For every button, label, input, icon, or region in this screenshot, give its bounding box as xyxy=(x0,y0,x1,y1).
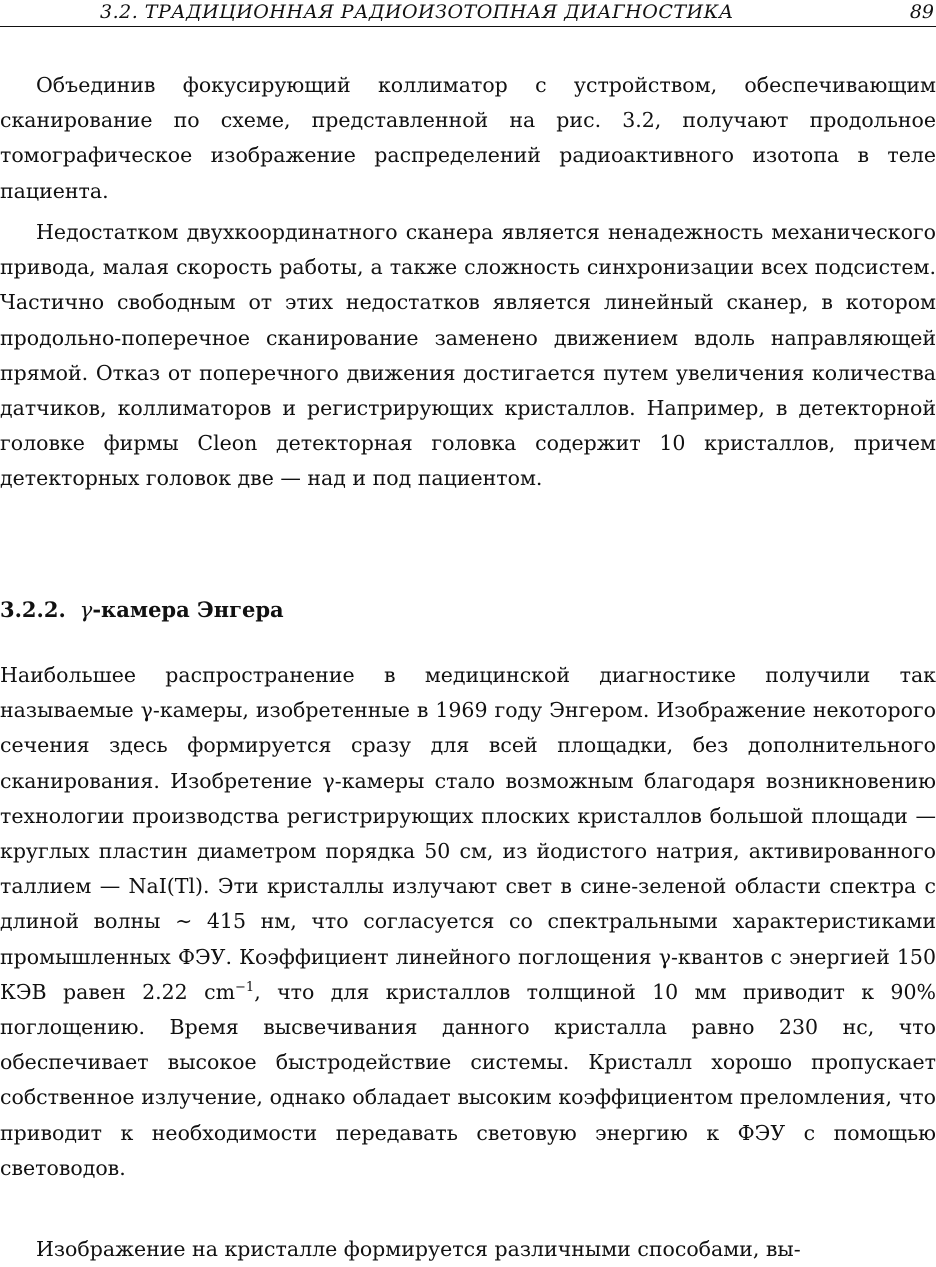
header-section-title: 3.2. ТРАДИЦИОННАЯ РАДИОИЗОТОПНАЯ ДИАГНОСТИКА xyxy=(100,1,734,23)
paragraph-3-text xyxy=(0,658,936,1186)
paragraph-1 xyxy=(0,68,936,209)
paragraph-3-superscript: −1 xyxy=(235,980,255,995)
paragraph-4 xyxy=(0,1232,936,1267)
paragraph-1-text: Объединив фокусирующий коллиматор с устройством, обеспечивающим сканирование по схеме, представленной на рис. 3.2, получают продольное томографическое изображение распределений радиоактивного изотопа в теле пациента. xyxy=(0,73,936,203)
paragraph-3-part-1: Наибольшее распространение в медицинской диагностике получили так называемые γ-камеры, изобретенные в 1969 году Энгером. Изображение некоторого сечения здесь формируется сразу для всей площадки, без дополнительного сканирования. Изобретение γ-камеры стало возможным благодаря возникновению технологии производства регистрирующих плоских кристаллов большой площади — круглых пластин диаметром порядка 50 см, из йодистого натрия, активированного таллием — NaI(Tl). Эти кристаллы излучают свет в сине-зеленой области спектра с длиной волны ∼ 415 нм, что согласуется со спектральными характеристиками промышленных ФЭУ. Коэффициент линейного поглощения γ-квантов с энергией 150 КЭВ равен 2.22 cm xyxy=(0,663,936,1004)
running-header xyxy=(0,0,936,27)
paragraph-2 xyxy=(0,215,936,497)
section-gamma-symbol: γ xyxy=(79,598,93,622)
paragraph-3-part-2: , что для кристаллов толщиной 10 мм приводит к 90% поглощению. Время высвечивания данного кристалла равно 230 нс, что обеспечивает высокое быстродействие системы. Кристалл хорошо пропускает собственное излучение, однако обладает высоким коэффициентом преломления, что приводит к необходимости передавать световую энергию к ФЭУ с помощью световодов. xyxy=(0,979,936,1180)
paragraph-3 xyxy=(0,658,936,1186)
section-title: -камера Энгера xyxy=(92,597,284,622)
paragraph-2-text: Недостатком двухкоординатного сканера является ненадежность механического привода, малая скорость работы, а также сложность синхронизации всех подсистем. Частично свободным от этих недостатков является линейный сканер, в котором продольно-поперечное сканирование заменено движением вдоль направляющей прямой. Отказ от поперечного движения достигается путем увеличения количества датчиков, коллиматоров и регистрирующих кристаллов. Например, в детекторной головке фирмы Cleon детекторная головка содержит 10 кристаллов, причем детекторных головок две — над и под пациентом. xyxy=(0,220,936,491)
page-number: 89 xyxy=(909,1,934,23)
section-heading xyxy=(0,597,284,622)
paragraph-4-text: Изображение на кристалле формируется различными способами, вы- xyxy=(36,1237,801,1261)
section-number: 3.2.2. xyxy=(0,597,66,622)
